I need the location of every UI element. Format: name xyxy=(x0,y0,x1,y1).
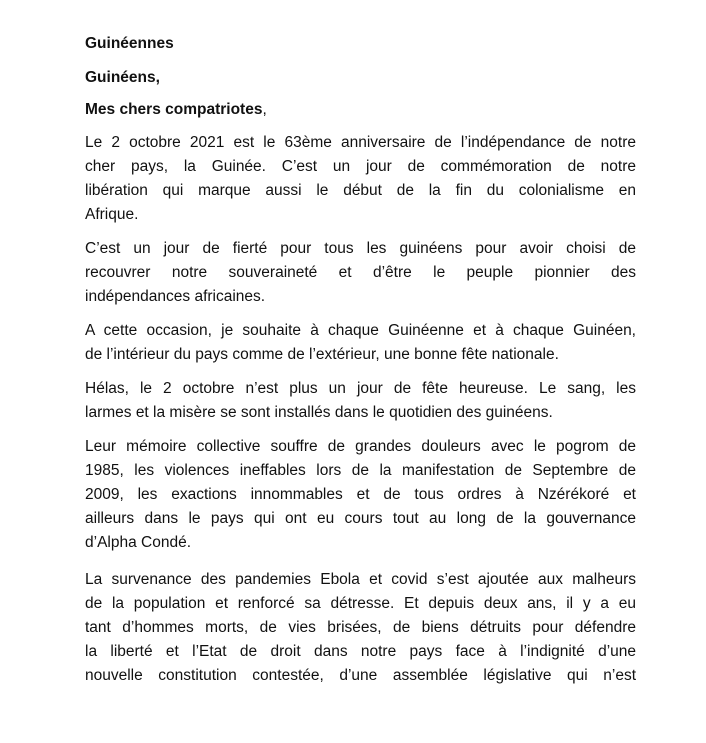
salutation-women: Guinéennes xyxy=(85,35,174,52)
salutation-compatriots xyxy=(85,98,636,122)
paragraph-line: C’est un jour de fierté pour tous les guinéens pour avoir choisi de xyxy=(85,240,636,257)
paragraph-line: d’Alpha Condé. xyxy=(85,534,191,551)
paragraph-line: de la population et renforcé sa détresse. Et depuis deux ans, il y a eu xyxy=(85,595,636,612)
paragraph-line: 1985, les violences ineffables lors de la manifestation de Septembre de xyxy=(85,462,636,479)
paragraph-line: recouvrer notre souveraineté et d’être le peuple pionnier des xyxy=(85,264,636,281)
paragraph-line: 2009, les exactions innommables et de tous ordres à Nzérékoré et xyxy=(85,486,636,503)
paragraph-4 xyxy=(85,377,636,425)
paragraph-line: la liberté et l’Etat de droit dans notre pays face à l’indignité d’une xyxy=(85,643,636,660)
salutation-compatriots-text: Mes chers compatriotes xyxy=(85,101,263,118)
document-page xyxy=(85,32,636,698)
salutation-men: Guinéens, xyxy=(85,69,160,86)
paragraph-line: Leur mémoire collective souffre de grandes douleurs avec le pogrom de xyxy=(85,438,636,455)
paragraph-6 xyxy=(85,568,636,688)
paragraph-line: A cette occasion, je souhaite à chaque Guinéenne et à chaque Guinéen, xyxy=(85,322,636,339)
paragraph-line: cher pays, la Guinée. C’est un jour de commémoration de notre xyxy=(85,158,636,175)
paragraph-line: nouvelle constitution contestée, d’une assemblée législative qui n’est xyxy=(85,667,636,684)
paragraph-5 xyxy=(85,435,636,555)
paragraph-line: de l’intérieur du pays comme de l’extérieur, une bonne fête nationale. xyxy=(85,346,559,363)
paragraph-line: Afrique. xyxy=(85,206,139,223)
paragraph-line: larmes et la misère se sont installés dans le quotidien des guinéens. xyxy=(85,404,553,421)
paragraph-line: tant d’hommes morts, de vies brisées, de biens détruits pour défendre xyxy=(85,619,636,636)
paragraph-3 xyxy=(85,319,636,367)
salutation-compatriots-punct: , xyxy=(262,101,267,118)
paragraph-line: La survenance des pandemies Ebola et covid s’est ajoutée aux malheurs xyxy=(85,571,636,588)
paragraph-line: ailleurs dans le pays qui ont eu cours tout au long de la gouvernance xyxy=(85,510,636,527)
paragraph-2 xyxy=(85,237,636,309)
paragraph-line: indépendances africaines. xyxy=(85,288,266,305)
paragraph-line: libération qui marque aussi le début de la fin du colonialisme en xyxy=(85,182,636,199)
paragraph-line: Le 2 octobre 2021 est le 63ème anniversaire de l’indépendance de notre xyxy=(85,134,636,151)
paragraph-1 xyxy=(85,131,636,227)
paragraph-line: Hélas, le 2 octobre n’est plus un jour de fête heureuse. Le sang, les xyxy=(85,380,636,397)
